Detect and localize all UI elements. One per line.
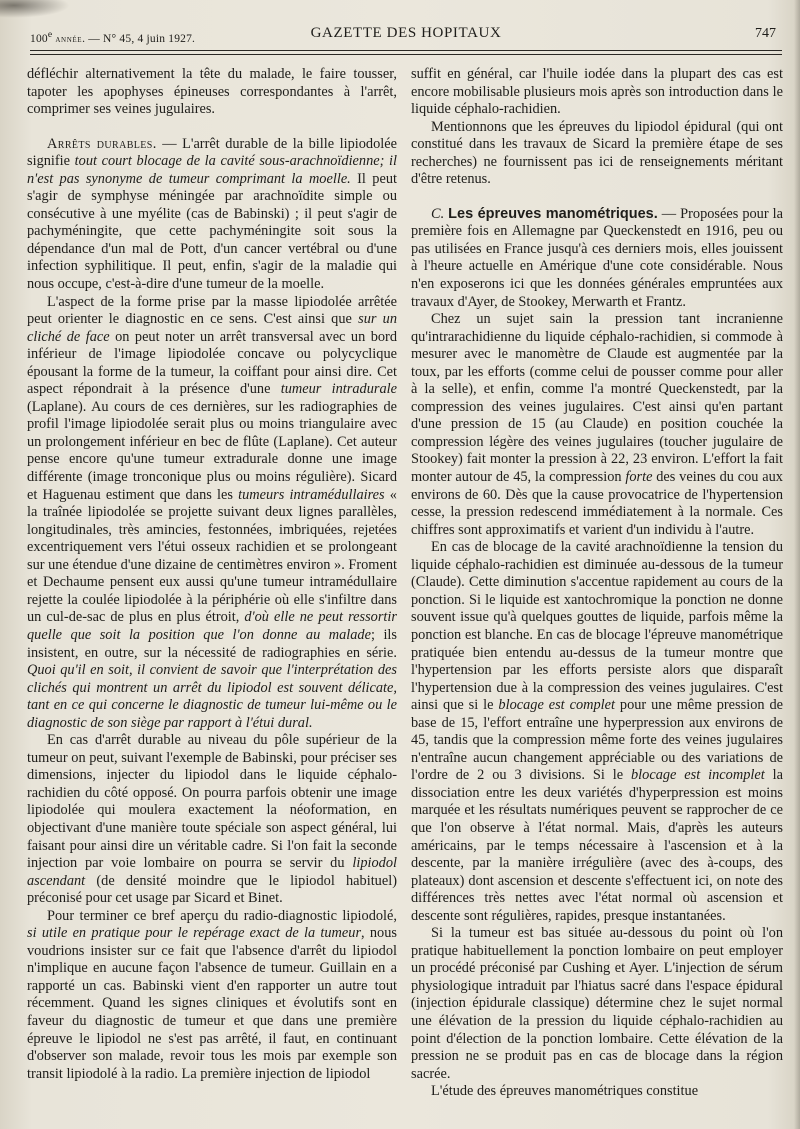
paragraph — [27, 136, 397, 294]
text-run: En cas de blocage de la cavité arachnoïdienne la tension du liquide céphalo-rachidien est diminuée au-dessous de la tumeur (Claude). Cette diminution s'accentue rapidement au cours de la ponction. Si le liquide est xantochromique la ponction ne donne souvent issue qu'à quelques gouttes de liquide, parfois même la ponction est blanche. En cas de blocage l'épreuve manométrique pratiquée bien entendu au-dessus de la tumeur montre que l'hypertension par les efforts persiste alors que disparaît l'hypertension due à la compression des veines jugulaires. C'est ainsi que si le — [411, 539, 783, 714]
paragraph — [411, 925, 783, 1083]
paragraph — [411, 206, 783, 311]
text-run: on peut noter un arrêt transversal avec un bord inférieur de l'image lipiodolée concave ou polycyclique épousant la forme de la tumeur, la coiffant pour ainsi dire. Cet aspect répondrait à la présence d'une — [27, 328, 397, 398]
text-run: Si la tumeur est bas située au-dessous du point où l'on pratique habituellement la ponction lombaire on peut employer un procédé préconisé par Cushing et Ayer. L'injection de sérum physiologique intraduit par l'hiatus sacré dans l'espace épidural (injection épidurale classique) détermine chez le sujet normal une élévation de la pression du liquide céphalo-rachidien au point d'élection de la ponction lombaire. Cette élévation de la pression ne se produit pas en cas de blocage dans la région sacrée. — [411, 925, 783, 1082]
paragraph — [411, 66, 783, 119]
text-run: Pour terminer ce bref aperçu du radio-diagnostic lipiodolé, — [47, 907, 397, 924]
page-number: 747 — [755, 26, 776, 41]
text-run: , nous voudrions insister sur ce fait que l'absence d'arrêt du lipiodol n'implique en aucune façon l'absence de tumeur. Guillain en a rapporté un cas. Babinski vient d'en rapporter un autre tout récemment. Quand les signes cliniques et évolutifs sont en faveur du diagnostic de tumeur et que dans une première épreuve le lipiodol ne s'est pas arrêté, il faut, en continuant d'observer son malade, revoir tous les mois par exemple son transit lipiodolé à la radio. La première injection de lipiodol — [27, 925, 397, 1082]
text-run: pour une même pression de base de 15, l'effort entraîne une hyperpression aux environs de 45, tandis que la compression même forte des veines jugulaires n'entraîne aucun changement appréciable ou des variations de l'ordre de 2 ou 3 divisions. Si le — [411, 697, 783, 784]
running-header — [30, 22, 782, 44]
text-run: ; ils insistent, en outre, sur la nécessité de radiographies en série. — [27, 626, 397, 661]
small-caps-heading: Arrêts durables. — [47, 135, 157, 152]
paragraph — [27, 732, 397, 907]
italic-run: C. — [431, 205, 449, 222]
paragraph — [411, 539, 783, 925]
header-rule-thick — [30, 50, 782, 51]
italic-run: tumeurs intramédullaires — [238, 486, 385, 503]
italic-run: forte — [625, 469, 653, 486]
text-run: (Laplane). Au cours de ces dernières, sur les radiographies de profil l'image lipiodolée serait plus ou moins triangulaire avec un prolongement inférieur en bec de flûte (Laplane). Cet auteur pense encore qu'une tumeur extradurale donne une image différente (image tronconique plus ou moins régulière). Sicard et Haguenau estiment que dans les — [27, 398, 397, 503]
italic-run: sur un cliché de face — [27, 311, 397, 345]
text-run: (de densité moindre que le lipiodol habituel) préconisé pour cet usage par Sicard et Binet. — [27, 872, 397, 907]
italic-run: tout court blocage de la cavité sous-arachnoïdienne; il n'est pas synonyme de tumeur comprimant la moelle. — [27, 153, 397, 187]
italic-run: si utile en pratique pour le repérage exact de la tumeur — [27, 925, 362, 942]
paragraph — [411, 1083, 783, 1101]
italic-run: blocage est incomplet — [631, 767, 765, 784]
text-run: L'aspect de la forme prise par la masse lipiodolée arrêtée peut orienter le diagnostic en ce sens. C'est ainsi que — [27, 293, 397, 328]
journal-title: GAZETTE DES HOPITAUX — [310, 25, 502, 41]
section-heading: Les épreuves manométriques. — [448, 205, 658, 222]
paragraph — [27, 908, 397, 1083]
issue-info: 100e année. — N° 45, 4 juin 1927. — [30, 29, 196, 45]
italic-run: d'où elle ne peut ressortir quelle que soit la position que l'on donne au malade — [27, 609, 397, 643]
text-run: Mentionnons que les épreuves du lipiodol épidural (qui ont constitué dans les travaux de Sicard la première étape de ses recherches) ne fournissent pas ici de renseignements méritant d'être retenus. — [411, 118, 783, 188]
paragraph — [411, 311, 783, 539]
paragraph — [27, 66, 397, 119]
paragraph — [27, 294, 397, 733]
italic-run: blocage est complet — [498, 697, 615, 714]
left-column — [27, 66, 397, 1083]
text-run: suffit en général, car l'huile iodée dans la plupart des cas est encore mobilisable plusieurs mois après son introduction dans le liquide céphalo-rachidien. — [411, 66, 783, 118]
text-run: des veines du cou aux environs de 60. Dès que la cause provocatrice de l'hypertension cesse, la pression redescend immédiatement à la normale. Ces chiffres sont approximatifs et varient d'un individu à l'autre. — [411, 469, 783, 538]
page-edge-shadow — [794, 0, 800, 1129]
text-run: Chez un sujet sain la pression tant incranienne qu'intrarachidienne du liquide céphalo-rachidien, si commode à mesurer avec le manomètre de Claude est augmentée par la toux, par les efforts (comme celui de pousser comme pour aller à la selle), et enfin, comme l'a montré Queckenstedt, par la compression des veines jugulaires. C'est ainsi qu'en partant d'une pression de 15 (au Claude) en position couchée la compression légère des veines jugulaires (toucher jugulaire de Stookey) fait monter la pression à 22, 23 environ. L'effort la fait monter autour de 45, la compression — [411, 311, 783, 486]
paragraph — [411, 119, 783, 189]
text-run: défléchir alternativement la tête du malade, le faire tousser, tapoter les apophyses épineuses correspondantes à l'arrêt, comprimer ses veines jugulaires. — [27, 66, 397, 118]
text-run: — Proposées pour la première fois en Allemagne par Queckenstedt en 1916, peu ou pas utilisées en France jusqu'à ces derniers mois, elles jouissent à l'heure actuelle en Amérique d'une cote considérable. Nous n'en exposerons ici que les données générales empruntées aux travaux d'Ayer, de Stookey, Merwarth et Frantz. — [411, 205, 783, 310]
page-stain — [0, 0, 70, 18]
italic-run: lipiodol ascendant — [27, 855, 397, 889]
text-run: — L'arrêt durable de la bille lipiodolée signifie — [27, 135, 397, 170]
text-run: En cas d'arrêt durable au niveau du pôle supérieur de la tumeur on peut, suivant l'exemple de Babinski, pour préciser ses dimensions, injecter du lipiodol dans le liquide céphalo-rachidien du côté opposé. On pourra parfois obtenir une image lipiodolée qui moulera exactement la néoformation, en objectivant d'une manière toute spéciale son aspect général, lui faisant pour ainsi dire un véritable cadre. Si l'on fait la seconde injection par voie lombaire on pourra se servir du — [27, 732, 397, 872]
text-run: « la traînée lipiodolée se projette suivant deux lignes parallèles, longitudinales, très amincies, festonnées, imbriquées, rejetées excentriquement vers l'étui osseux rachidien et se prolongeant sur une étendue d'une dizaine de centimètres environ ». Froment et Dechaume pensent eux aussi qu'une tumeur intramédullaire rejette la coulée lipiodolée à la périphérie où elle s'infiltre dans un cul-de-sac de plus en plus étroit, — [27, 486, 397, 626]
text-run: L'étude des épreuves manométriques constitue — [431, 1083, 699, 1100]
header-rule-thin — [30, 54, 782, 55]
text-run: la dissociation entre les deux variétés d'hyperpression est moins marquée et les résultats numériques peuvent se rapprocher de ce que l'on observe à l'état normal. Mais, d'après les auteurs américains, par le temps nécessaire à l'ascension et à la descente, par la manière irrégulière (avec des à-coups, des plateaux) dont ascension et descente s'effectuent ici, on note des différences très nettes avec l'état normal où ascension et descente sont régulières, rapides, presque instantanées. — [411, 767, 783, 924]
text-run: Il peut s'agir de symphyse méningée par arachnoïdite simple ou consécutive à une myélite (cas de Babinski) ; il peut s'agir de pachyméningite, que cette pachyméningite soit sous la dépendance d'un mal de Pott, d'un cancer vertébral ou d'une infection syphilitique. Il peut, enfin, s'agir de la maladie qui nous occupe, c'est-à-dire d'une tumeur de la moelle. — [27, 170, 397, 293]
right-column — [411, 66, 783, 1101]
italic-run: tumeur intradurale — [280, 381, 397, 398]
italic-run: Quoi qu'il en soit, il convient de savoir que l'interprétation des clichés qui montrent un arrêt du lipiodol est souvent délicate, tant en ce qui concerne le diagnostic de tumeur lui-même ou le diagnostic de son siège par rapport à l'étui dural. — [27, 662, 397, 731]
